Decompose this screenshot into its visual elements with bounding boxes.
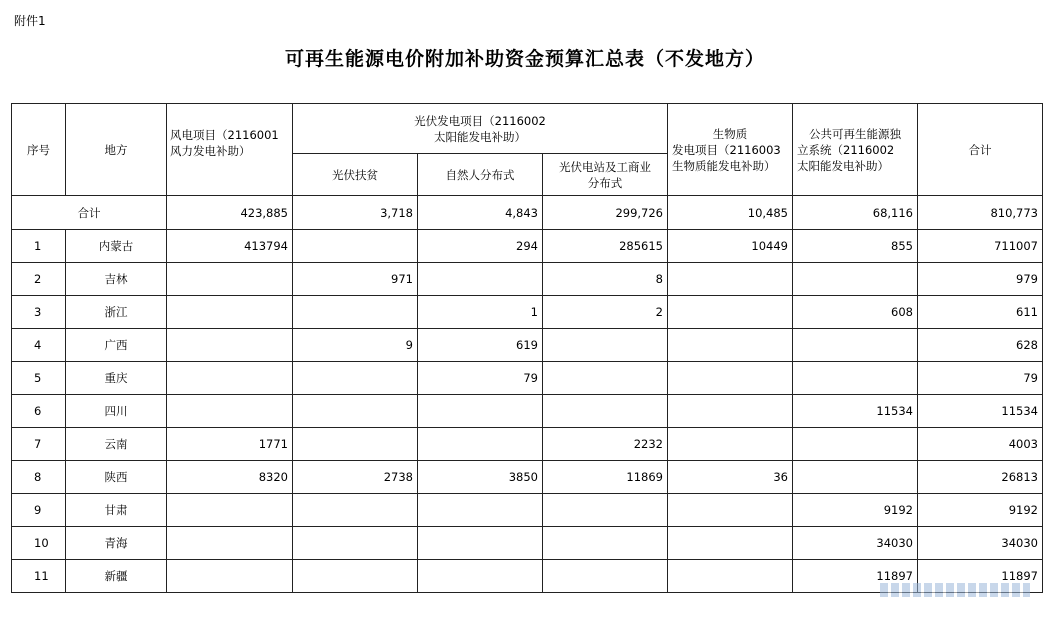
row-region: 四川 bbox=[66, 395, 167, 428]
total-row bbox=[12, 196, 1043, 230]
row-pv-station: 285615 bbox=[543, 230, 668, 263]
row-pv-natural: 1 bbox=[418, 296, 543, 329]
row-pv-station: 8 bbox=[543, 263, 668, 296]
row-index: 4 bbox=[12, 329, 66, 362]
row-index: 2 bbox=[12, 263, 66, 296]
header-biomass bbox=[668, 104, 793, 196]
header-pv-station bbox=[543, 154, 668, 196]
page-title: 可再生能源电价附加补助资金预算汇总表（不发地方） bbox=[284, 48, 765, 70]
header-sum: 合计 bbox=[918, 104, 1043, 196]
table-row bbox=[12, 230, 1043, 263]
row-region: 内蒙古 bbox=[66, 230, 167, 263]
row-biomass bbox=[668, 527, 793, 560]
row-wind: 413794 bbox=[167, 230, 293, 263]
row-pv-natural: 3850 bbox=[418, 461, 543, 494]
header-pv-group bbox=[293, 104, 668, 154]
row-pv-natural bbox=[418, 263, 543, 296]
header-bio-line3: 生物质能发电补助） bbox=[672, 158, 776, 173]
total-public: 68,116 bbox=[793, 196, 918, 230]
total-pv-natural: 4,843 bbox=[418, 196, 543, 230]
row-sum: 628 bbox=[918, 329, 1043, 362]
table-row bbox=[12, 395, 1043, 428]
header-public-line3: 太阳能发电补助） bbox=[797, 158, 889, 173]
row-index: 6 bbox=[12, 395, 66, 428]
table-row bbox=[12, 461, 1043, 494]
row-index: 8 bbox=[12, 461, 66, 494]
total-biomass: 10,485 bbox=[668, 196, 793, 230]
row-index: 1 bbox=[12, 230, 66, 263]
row-public bbox=[793, 329, 918, 362]
row-biomass bbox=[668, 428, 793, 461]
watermark bbox=[880, 583, 1030, 597]
row-region: 浙江 bbox=[66, 296, 167, 329]
row-public bbox=[793, 428, 918, 461]
header-wind-line1: 风电项目（2116001 bbox=[170, 127, 279, 142]
row-region: 重庆 bbox=[66, 362, 167, 395]
header-public-line1: 公共可再生能源独 bbox=[809, 126, 901, 141]
row-sum: 979 bbox=[918, 263, 1043, 296]
row-public bbox=[793, 461, 918, 494]
row-sum: 711007 bbox=[918, 230, 1043, 263]
header-wind-line2: 风力发电补助） bbox=[170, 143, 251, 158]
row-pv-station bbox=[543, 560, 668, 593]
row-wind bbox=[167, 560, 293, 593]
row-wind bbox=[167, 263, 293, 296]
table-row bbox=[12, 263, 1043, 296]
row-pv-station bbox=[543, 395, 668, 428]
row-biomass: 10449 bbox=[668, 230, 793, 263]
row-pv-station: 2232 bbox=[543, 428, 668, 461]
header-row-1 bbox=[12, 104, 1043, 154]
row-public: 11534 bbox=[793, 395, 918, 428]
header-pv-line1: 光伏发电项目（2116002 bbox=[414, 113, 546, 128]
table-row bbox=[12, 494, 1043, 527]
table-row bbox=[12, 428, 1043, 461]
header-public-system bbox=[793, 104, 918, 196]
row-public: 608 bbox=[793, 296, 918, 329]
row-sum: 611 bbox=[918, 296, 1043, 329]
row-index: 9 bbox=[12, 494, 66, 527]
header-pv-natural: 自然人分布式 bbox=[418, 154, 543, 196]
row-region: 新疆 bbox=[66, 560, 167, 593]
row-pv-poverty bbox=[293, 494, 418, 527]
row-region: 甘肃 bbox=[66, 494, 167, 527]
row-pv-poverty bbox=[293, 428, 418, 461]
total-pv-poverty: 3,718 bbox=[293, 196, 418, 230]
total-pv-station: 299,726 bbox=[543, 196, 668, 230]
row-biomass bbox=[668, 494, 793, 527]
row-pv-natural: 79 bbox=[418, 362, 543, 395]
header-pv-station-line1: 光伏电站及工商业 bbox=[559, 159, 651, 174]
row-public bbox=[793, 263, 918, 296]
total-sum: 810,773 bbox=[918, 196, 1043, 230]
row-index: 5 bbox=[12, 362, 66, 395]
row-public: 11897 bbox=[793, 560, 918, 593]
header-index: 序号 bbox=[12, 104, 66, 196]
row-sum: 79 bbox=[918, 362, 1043, 395]
row-biomass: 36 bbox=[668, 461, 793, 494]
row-pv-natural bbox=[418, 494, 543, 527]
row-public: 34030 bbox=[793, 527, 918, 560]
header-public-line2: 立系统（2116002 bbox=[797, 142, 895, 157]
row-public: 855 bbox=[793, 230, 918, 263]
row-region: 青海 bbox=[66, 527, 167, 560]
total-label: 合计 bbox=[12, 196, 167, 230]
header-pv-station-line2: 分布式 bbox=[587, 175, 623, 190]
header-wind bbox=[167, 104, 293, 196]
row-sum: 11534 bbox=[918, 395, 1043, 428]
row-biomass bbox=[668, 263, 793, 296]
row-pv-station bbox=[543, 527, 668, 560]
table-row bbox=[12, 362, 1043, 395]
row-wind: 1771 bbox=[167, 428, 293, 461]
row-pv-natural bbox=[418, 560, 543, 593]
row-pv-poverty bbox=[293, 296, 418, 329]
row-pv-natural bbox=[418, 428, 543, 461]
row-pv-poverty bbox=[293, 395, 418, 428]
row-pv-poverty bbox=[293, 230, 418, 263]
row-public bbox=[793, 362, 918, 395]
row-pv-station bbox=[543, 494, 668, 527]
row-pv-poverty bbox=[293, 362, 418, 395]
header-pv-line2: 太阳能发电补助） bbox=[434, 129, 526, 144]
row-pv-poverty: 2738 bbox=[293, 461, 418, 494]
row-index: 7 bbox=[12, 428, 66, 461]
row-region: 陕西 bbox=[66, 461, 167, 494]
row-pv-natural bbox=[418, 395, 543, 428]
row-biomass bbox=[668, 560, 793, 593]
data-rows bbox=[12, 230, 1043, 593]
attachment-label: 附件1 bbox=[14, 14, 46, 28]
row-region: 吉林 bbox=[66, 263, 167, 296]
row-wind bbox=[167, 395, 293, 428]
header-bio-line2: 发电项目（2116003 bbox=[672, 142, 781, 157]
row-sum: 9192 bbox=[918, 494, 1043, 527]
row-wind bbox=[167, 527, 293, 560]
row-public: 9192 bbox=[793, 494, 918, 527]
row-index: 11 bbox=[12, 560, 66, 593]
row-pv-natural: 294 bbox=[418, 230, 543, 263]
row-region: 广西 bbox=[66, 329, 167, 362]
row-sum: 4003 bbox=[918, 428, 1043, 461]
row-biomass bbox=[668, 395, 793, 428]
row-wind bbox=[167, 329, 293, 362]
row-region: 云南 bbox=[66, 428, 167, 461]
row-pv-natural: 619 bbox=[418, 329, 543, 362]
header-bio-line1: 生物质 bbox=[712, 126, 748, 141]
row-sum: 26813 bbox=[918, 461, 1043, 494]
row-biomass bbox=[668, 362, 793, 395]
row-wind bbox=[167, 362, 293, 395]
table-row bbox=[12, 329, 1043, 362]
table-row bbox=[12, 527, 1043, 560]
row-biomass bbox=[668, 296, 793, 329]
total-wind: 423,885 bbox=[167, 196, 293, 230]
row-index: 10 bbox=[12, 527, 66, 560]
row-wind: 8320 bbox=[167, 461, 293, 494]
header-pv-poverty: 光伏扶贫 bbox=[293, 154, 418, 196]
row-pv-station bbox=[543, 362, 668, 395]
budget-table bbox=[11, 103, 1043, 593]
row-pv-station bbox=[543, 329, 668, 362]
row-index: 3 bbox=[12, 296, 66, 329]
row-pv-natural bbox=[418, 527, 543, 560]
row-pv-poverty bbox=[293, 527, 418, 560]
row-wind bbox=[167, 494, 293, 527]
row-biomass bbox=[668, 329, 793, 362]
header-region: 地方 bbox=[66, 104, 167, 196]
row-sum: 34030 bbox=[918, 527, 1043, 560]
row-pv-station: 11869 bbox=[543, 461, 668, 494]
row-wind bbox=[167, 296, 293, 329]
row-pv-poverty: 9 bbox=[293, 329, 418, 362]
row-pv-poverty: 971 bbox=[293, 263, 418, 296]
table-row bbox=[12, 296, 1043, 329]
row-sum: 11897 bbox=[918, 560, 1043, 593]
row-pv-poverty bbox=[293, 560, 418, 593]
row-pv-station: 2 bbox=[543, 296, 668, 329]
